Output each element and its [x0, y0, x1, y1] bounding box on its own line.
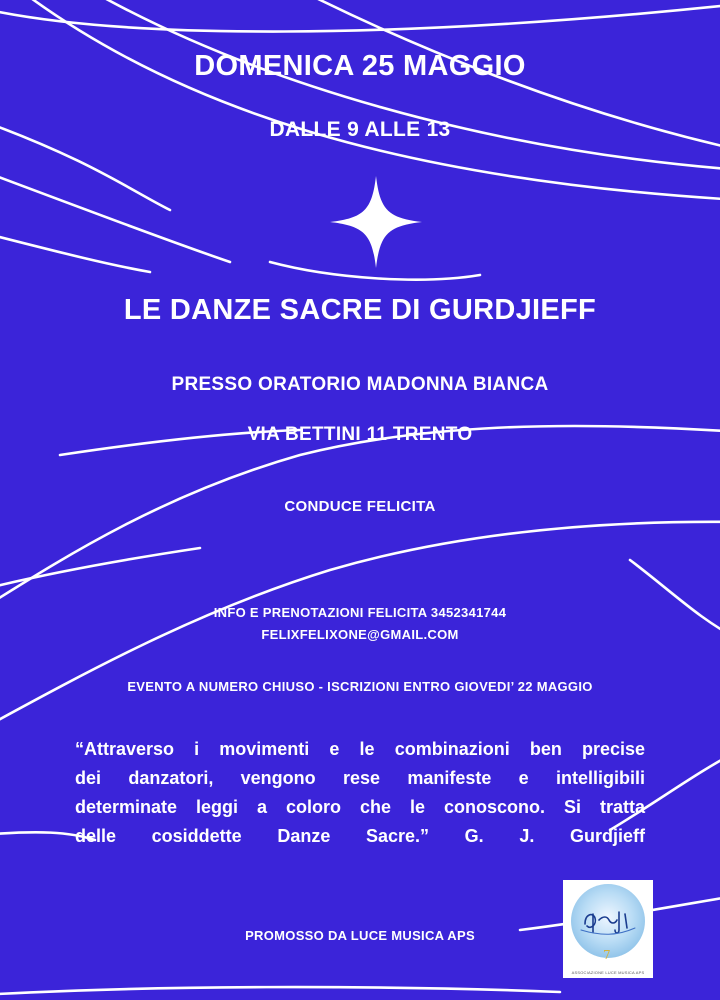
event-venue: PRESSO ORATORIO MADONNA BIANCA [171, 374, 549, 395]
registration-notice: EVENTO A NUMERO CHIUSO - ISCRIZIONI ENTRO GIOVEDI’ 22 MAGGIO [127, 679, 593, 694]
logo-disc [571, 884, 645, 958]
contact-email[interactable]: FELIXFELIXONE@GMAIL.COM [261, 627, 459, 642]
event-time: DALLE 9 ALLE 13 [269, 118, 451, 141]
luce-musica-logo [563, 880, 653, 978]
event-conductor: CONDUCE FELICITA [284, 498, 436, 515]
logo-seven-mark: 7 [603, 948, 611, 962]
event-title: LE DANZE SACRE DI GURDJIEFF [123, 294, 597, 326]
quote-line: determinate leggi a coloro che le conoscono. Si tratta [75, 797, 645, 817]
quote-line: delle cosiddette Danze Sacre.” G. J. Gurdjieff [75, 826, 645, 846]
contact-block [0, 602, 720, 646]
promoter: PROMOSSO DA LUCE MUSICA APS [245, 928, 475, 943]
gurdjieff-quote [75, 735, 645, 851]
logo-caption: ASSOCIAZIONE LUCE MUSICA APS [571, 970, 645, 975]
quote-line: “Attraverso i movimenti e le combinazioni ben precise [75, 739, 645, 759]
four-point-star-icon [330, 176, 422, 268]
quote-line: dei danzatori, vengono rese manifeste e intelligibili [75, 768, 645, 788]
contact-info: INFO E PRENOTAZIONI FELICITA 3452341744 [213, 605, 507, 620]
music-note-icon [571, 884, 645, 958]
event-date: DOMENICA 25 MAGGIO [194, 50, 526, 82]
event-address: VIA BETTINI 11 TRENTO [247, 424, 473, 445]
